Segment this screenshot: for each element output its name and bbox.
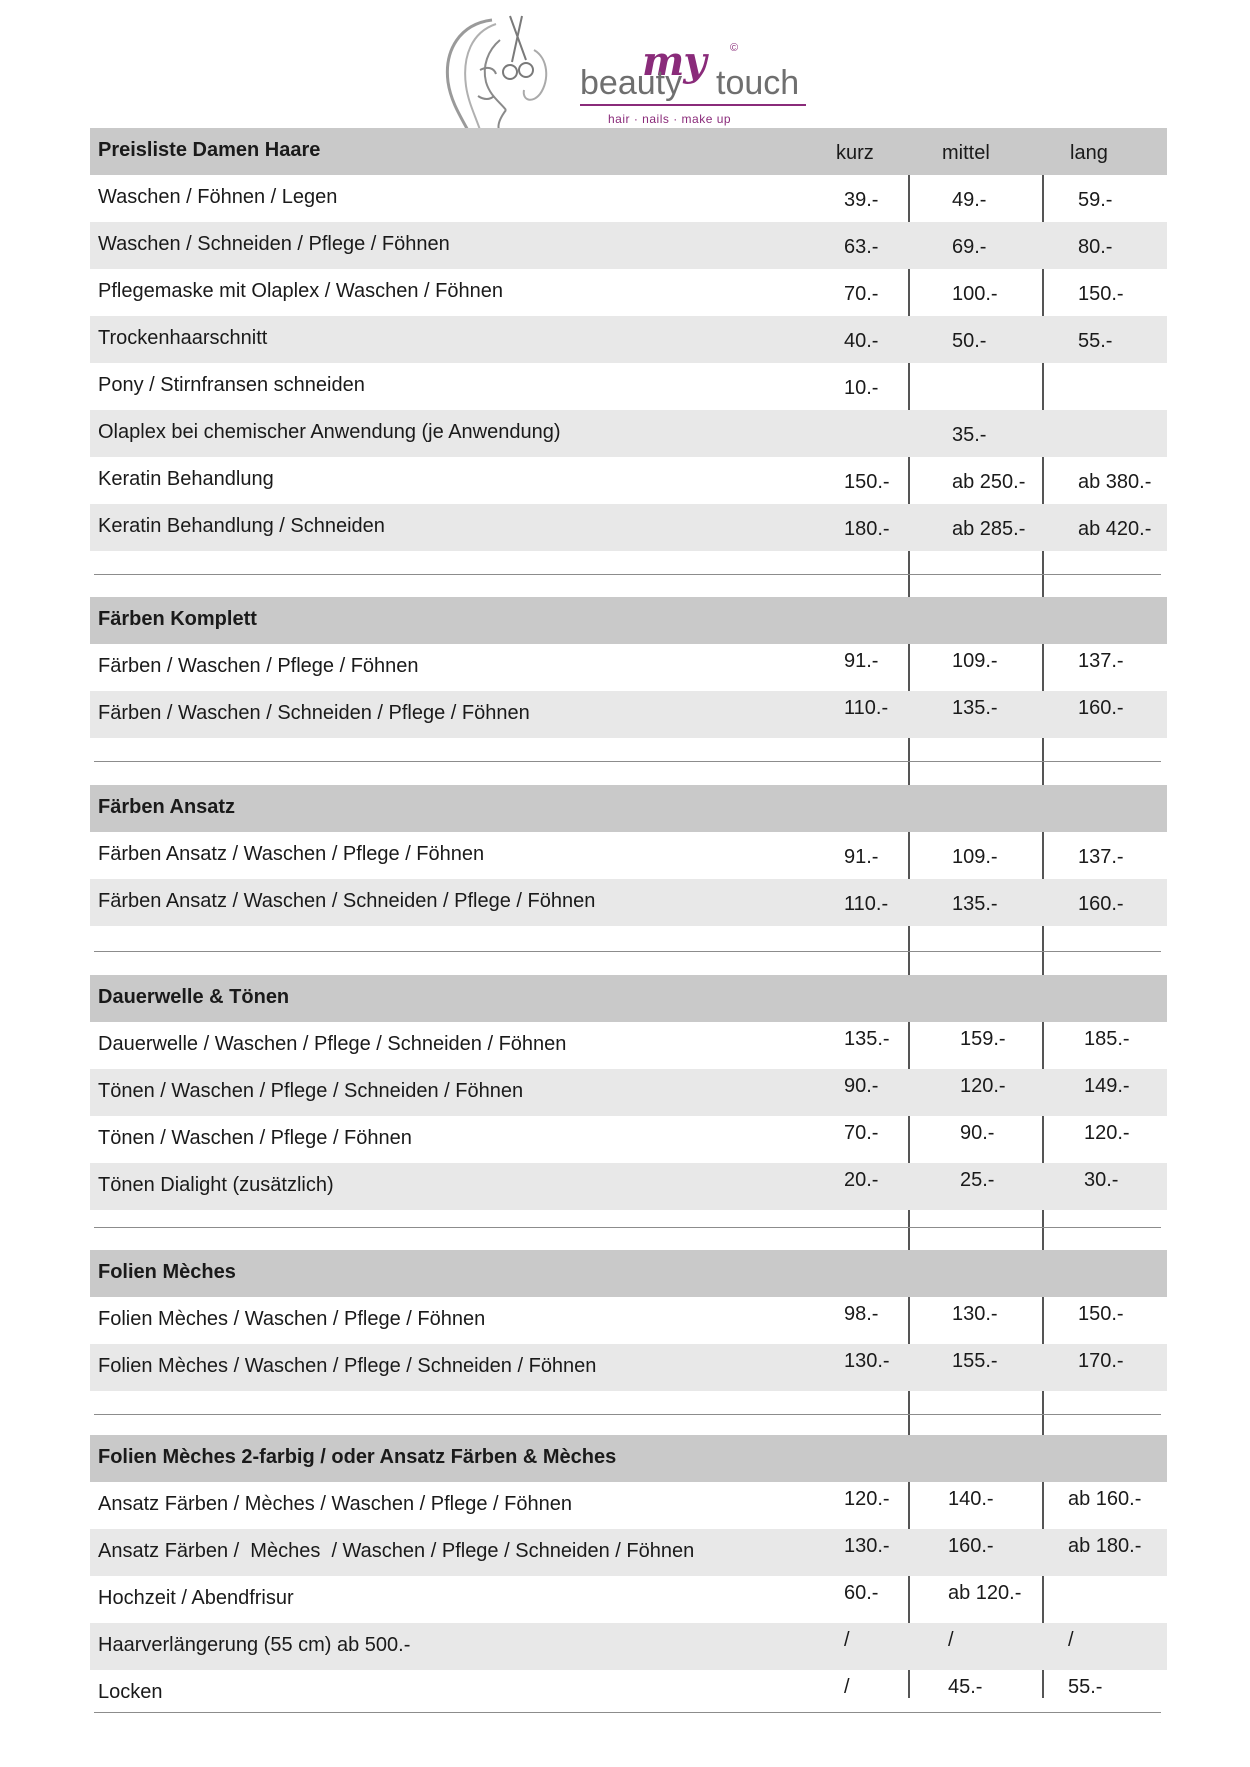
price-kurz: 91.- [844,650,879,672]
section-header-meches [90,1250,1167,1297]
price-kurz: / [844,1629,850,1651]
section-title: Dauerwelle & Tönen [98,986,290,1008]
price-mittel: 109.- [952,650,998,672]
section-divider [94,761,1161,762]
service-name: Färben / Waschen / Pflege / Föhnen [98,655,419,677]
price-lang: 55.- [1068,1676,1103,1698]
price-mittel: 50.- [952,330,987,352]
service-name: Tönen / Waschen / Pflege / Föhnen [98,1127,412,1149]
price-kurz: 130.- [844,1350,890,1372]
price-mittel: 159.- [960,1028,1006,1050]
service-name: Dauerwelle / Waschen / Pflege / Schneiden / Föhnen [98,1033,567,1055]
section-divider [94,1712,1161,1713]
price-mittel: 155.- [952,1350,998,1372]
table-row [90,269,1167,316]
price-lang: ab 180.- [1068,1535,1142,1557]
price-mittel: 35.- [952,424,987,446]
service-name: Haarverlängerung (55 cm) ab 500.- [98,1634,411,1656]
price-mittel: 130.- [952,1303,998,1325]
service-name: Tönen Dialight (zusätzlich) [98,1174,334,1196]
price-kurz: 39.- [844,189,879,211]
price-kurz: 10.- [844,377,879,399]
table-row [90,1576,1167,1623]
table-row [90,1529,1167,1576]
table-row [90,1163,1167,1210]
price-lang: 80.- [1078,236,1113,258]
price-lang: 170.- [1078,1350,1124,1372]
price-lang: 120.- [1084,1122,1130,1144]
column-header-mittel: mittel [942,142,990,164]
price-lang: 160.- [1078,893,1124,915]
price-kurz: 110.- [844,893,889,915]
table-row [90,1069,1167,1116]
price-kurz: 130.- [844,1535,890,1557]
section-divider [94,951,1161,952]
table-row [90,457,1167,504]
table-row [90,644,1167,691]
service-name: Waschen / Föhnen / Legen [98,186,338,208]
price-mittel: ab 250.- [952,471,1026,493]
price-mittel: 45.- [948,1676,983,1698]
table-row [90,879,1167,926]
table-row [90,363,1167,410]
price-kurz: 120.- [844,1488,890,1510]
column-header-kurz: kurz [836,142,874,164]
price-lang: 137.- [1078,650,1124,672]
price-lang: 59.- [1078,189,1113,211]
price-mittel: 160.- [948,1535,994,1557]
price-mittel: 120.- [960,1075,1006,1097]
price-kurz: 40.- [844,330,879,352]
brand-touch: touch [716,64,800,102]
price-mittel: 69.- [952,236,987,258]
service-name: Tönen / Waschen / Pflege / Schneiden / Föhnen [98,1080,524,1102]
table-row [90,691,1167,738]
price-kurz: 91.- [844,846,879,868]
price-kurz: 90.- [844,1075,879,1097]
section-header-meches2 [90,1435,1167,1482]
price-mittel: 49.- [952,189,987,211]
price-mittel: 135.- [952,893,998,915]
service-name: Keratin Behandlung [98,468,274,490]
table-row [90,1670,1167,1717]
price-kurz: 63.- [844,236,879,258]
service-name: Pflegemaske mit Olaplex / Waschen / Föhnen [98,280,503,302]
price-lang: 55.- [1078,330,1113,352]
table-row [90,504,1167,551]
table-row [90,1022,1167,1069]
service-name: Waschen / Schneiden / Pflege / Föhnen [98,233,450,255]
service-name: Keratin Behandlung / Schneiden [98,515,385,537]
table-row [90,1623,1167,1670]
price-mittel: ab 120.- [948,1582,1022,1604]
price-kurz: 98.- [844,1303,879,1325]
price-lang: ab 420.- [1078,518,1152,540]
price-mittel: ab 285.- [952,518,1026,540]
table-row [90,832,1167,879]
price-mittel: 100.- [952,283,998,305]
service-name: Ansatz Färben / Mèches / Waschen / Pflege / Schneiden / Föhnen [98,1540,695,1562]
price-lang: 149.- [1084,1075,1130,1097]
section-divider [94,1414,1161,1415]
table-row [90,316,1167,363]
brand-my: my [642,38,706,85]
table-row [90,1297,1167,1344]
price-kurz: 180.- [844,518,890,540]
section-title: Preisliste Damen Haare [98,139,321,161]
table-row [90,410,1167,457]
section-divider [94,1227,1161,1228]
price-lang: 150.- [1078,1303,1124,1325]
price-kurz: 20.- [844,1169,879,1191]
section-header-damen [90,128,1167,175]
section-header-ansatz [90,785,1167,832]
price-mittel: 140.- [948,1488,994,1510]
section-title: Folien Mèches [98,1261,236,1283]
price-kurz: 110.- [844,697,889,719]
table-row [90,175,1167,222]
price-kurz: 70.- [844,283,879,305]
brand-tagline: hair · nails · make up [608,112,732,126]
service-name: Folien Mèches / Waschen / Pflege / Schneiden / Föhnen [98,1355,597,1377]
column-header-lang: lang [1070,142,1108,164]
service-name: Locken [98,1681,163,1703]
price-mittel: / [948,1629,954,1651]
price-mittel: 135.- [952,697,998,719]
price-kurz: 70.- [844,1122,879,1144]
price-mittel: 25.- [960,1169,995,1191]
price-lang: 150.- [1078,283,1124,305]
price-lang: 185.- [1084,1028,1130,1050]
service-name: Ansatz Färben / Mèches / Waschen / Pflege / Föhnen [98,1493,572,1515]
section-header-dauerwelle [90,975,1167,1022]
price-lang: ab 380.- [1078,471,1152,493]
brand-registered: © [730,42,739,54]
service-name: Trockenhaarschnitt [98,327,268,349]
price-lang: 137.- [1078,846,1124,868]
table-row [90,1482,1167,1529]
section-title: Folien Mèches 2-farbig / oder Ansatz Färben & Mèches [98,1446,617,1468]
service-name: Färben Ansatz / Waschen / Schneiden / Pflege / Föhnen [98,890,596,912]
price-lang: ab 160.- [1068,1488,1142,1510]
service-name: Olaplex bei chemischer Anwendung (je Anwendung) [98,421,561,443]
price-kurz: 150.- [844,471,890,493]
section-title: Färben Ansatz [98,796,236,818]
section-divider [94,574,1161,575]
table-row [90,1116,1167,1163]
section-title: Färben Komplett [98,608,257,630]
table-row [90,1344,1167,1391]
service-name: Färben Ansatz / Waschen / Pflege / Föhnen [98,843,485,865]
price-mittel: 109.- [952,846,998,868]
price-lang: / [1068,1629,1074,1651]
price-kurz: 60.- [844,1582,879,1604]
price-kurz: / [844,1676,850,1698]
table-row [90,222,1167,269]
service-name: Färben / Waschen / Schneiden / Pflege / Föhnen [98,702,530,724]
price-lang: 30.- [1084,1169,1119,1191]
service-name: Folien Mèches / Waschen / Pflege / Föhnen [98,1308,486,1330]
price-lang: 160.- [1078,697,1124,719]
brand-beauty: beauty [580,64,683,102]
price-kurz: 135.- [844,1028,890,1050]
service-name: Pony / Stirnfransen schneiden [98,374,365,396]
price-mittel: 90.- [960,1122,995,1144]
service-name: Hochzeit / Abendfrisur [98,1587,294,1609]
section-header-komplett [90,597,1167,644]
